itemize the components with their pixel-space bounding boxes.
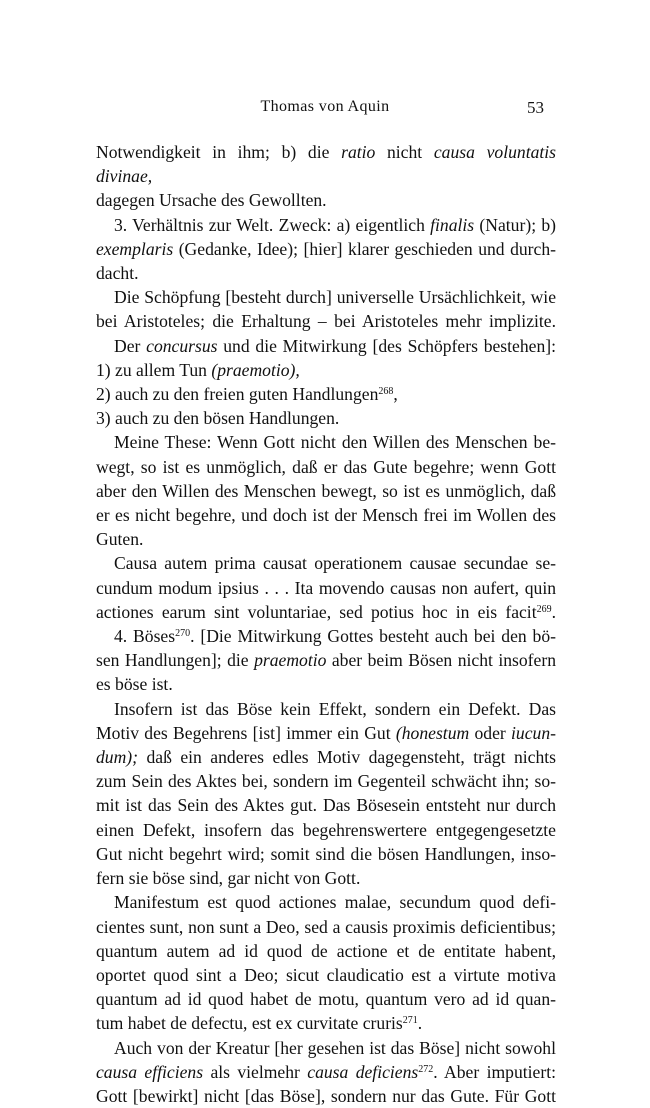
text-line: 3) auch zu den bösen Handlungen. xyxy=(96,408,340,429)
text-line: dagegen Ursache des Gewollten. xyxy=(96,190,327,211)
text-line: dacht. xyxy=(96,263,139,284)
text-line: fern sie böse sind, gar nicht von Gott. xyxy=(96,868,361,889)
text-line: bei Aristoteles; die Erhaltung – bei Aristoteles mehr implizite. xyxy=(96,311,556,332)
text-line: aber den Willen des Menschen bewegt, so ist es unmöglich, daß xyxy=(96,480,556,501)
text-line: Notwendigkeit in ihm; b) die ratio nicht causa voluntatis divinae, xyxy=(96,142,557,187)
text-line: Insofern ist das Böse kein Effekt, sondern ein Defekt. Das xyxy=(114,698,556,719)
text-line: Der concursus und die Mitwirkung [des Schöpfers bestehen]: xyxy=(114,335,556,356)
text-line: 1) zu allem Tun (praemotio), xyxy=(96,359,300,380)
text-line: er es nicht begehre, und doch ist der Mensch frei im Wollen des xyxy=(96,505,556,526)
footnote-ref: 270 xyxy=(175,628,191,640)
text-line: mit ist das Sein des Aktes gut. Das Bösesein entsteht nur durch xyxy=(96,795,556,816)
text-line: Manifestum est quod actiones malae, secundum quod defi- xyxy=(114,892,556,913)
text-line: Meine These: Wenn Gott nicht den Willen des Menschen be- xyxy=(114,432,556,453)
text-line: 4. Böses$^{270}$. [Die Mitwirkung Gottes besteht auch bei den bö- xyxy=(114,626,556,647)
footnote-ref: 272 xyxy=(418,1063,434,1075)
text-line: Gut nicht begehrt wird; somit sind die bösen Handlungen, inso- xyxy=(96,843,556,864)
text-line: actiones earum sint voluntariae, sed potius hoc in eis facit$^{269}$. xyxy=(96,601,556,622)
text-line: einen Defekt, insofern das begehrenswertere entgegengesetzte xyxy=(96,819,556,840)
running-title: Thomas von Aquin xyxy=(260,98,390,115)
text-line: exemplaris (Gedanke, Idee); [hier] klarer geschieden und durch- xyxy=(96,238,556,259)
text-line: 3. Verhältnis zur Welt. Zweck: a) eigentlich finalis (Natur); b) xyxy=(114,214,556,235)
text-line: sen Handlungen]; die praemotio aber beim Bösen nicht insofern xyxy=(96,650,556,671)
text-line: tum habet de defectu, est ex curvitate cruris$^{271}$. xyxy=(96,1013,423,1034)
text-line: dum); daß ein anderes edles Motiv dagegensteht, trägt nichts xyxy=(96,747,556,768)
text-line: quantum ad id quod habet de motu, quantum vero ad id quan- xyxy=(96,989,556,1010)
text-line: oportet quod sint a Deo; sicut claudicatio est a virtute motiva xyxy=(96,964,556,985)
text-line: Causa autem prima causat operationem causae secundae se- xyxy=(114,553,556,574)
text-line: 2) auch zu den freien guten Handlungen$^{268}$, xyxy=(96,384,398,405)
text-line: causa efficiens als vielmehr causa deficiens$^{272}$. Aber imputiert: xyxy=(96,1061,556,1082)
text-line: wegt, so ist es unmöglich, daß er das Gute begehre; wenn Gott xyxy=(96,456,556,477)
footnote-ref: 271 xyxy=(402,1015,418,1027)
footnote-ref: 269 xyxy=(536,603,552,615)
footnote-ref: 268 xyxy=(378,386,394,398)
text-line: Auch von der Kreatur [her gesehen ist das Böse] nicht sowohl xyxy=(114,1037,556,1058)
text-line: Guten. xyxy=(96,529,144,550)
running-header xyxy=(0,98,650,120)
text-line: Die Schöpfung [besteht durch] universelle Ursächlichkeit, wie xyxy=(114,287,556,308)
body-text xyxy=(96,140,556,1108)
page-number: 53 xyxy=(527,98,544,117)
text-line: zum Sein des Aktes bei, sondern im Gegenteil schwächt ihn; so- xyxy=(96,771,556,792)
text-line: Motiv des Begehrens [ist] immer ein Gut (honestum oder iucun- xyxy=(96,722,556,743)
text-line: cundum modum ipsius . . . Ita movendo causas non aufert, quin xyxy=(96,577,556,598)
text-line: es böse ist. xyxy=(96,674,173,695)
text-line: quantum autem ad id quod de actione et de entitate habent, xyxy=(96,940,556,961)
text-line: cientes sunt, non sunt a Deo, sed a causis proximis deficientibus; xyxy=(96,916,556,937)
text-line: Gott [bewirkt] nicht [das Böse], sondern nur das Gute. Für Gott xyxy=(96,1085,556,1106)
